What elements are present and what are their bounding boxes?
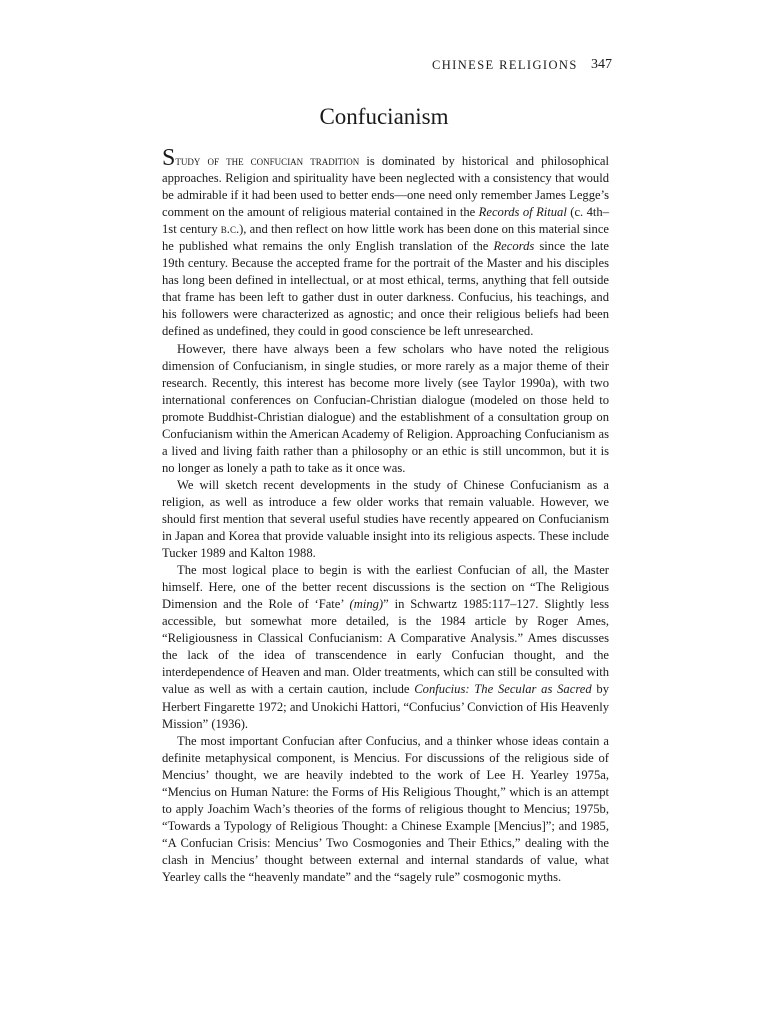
paragraph-4 [162,562,609,732]
article-body [162,145,610,886]
italic-term-ming: (ming) [349,597,384,612]
era-abbreviation: b.c. [220,222,240,237]
paragraph-4-text-1: The most logical place to begin is with the earliest Confucian of all, the Master himself. Here, one of the better recent discussions is the section on “The Religious Dimension and the Role of ‘Fate’ [162,563,609,612]
italic-title-records: Records [493,239,535,254]
italic-title-confucius-secular-sacred: Confucius: The Secular as Sacred [414,682,592,697]
paragraph-5: The most important Confucian after Confucius, and a thinker whose ideas contain a definite metaphysical component, is Mencius. For discussions of the religious side of Mencius’ thought, we are heavily indebted to the work of Lee H. Yearley 1975a, “Mencius on Human Nature: the Forms of His Religious Thought,” which is an attempt to apply Joachim Wach’s theories of the forms of religious thought to Mencius; 1975b, “Towards a Typology of Religious Thought: a Chinese Example [Mencius]”; and 1985, “A Confucian Crisis: Mencius’ Two Cosmogonies and Their Ethics,” dealing with the clash in Mencius’ thought between external and internal standards of value, what Yearley calls the “heavenly mandate” and the “sagely rule” cosmogonic myths. [162,733,609,884]
paragraph-3: We will sketch recent developments in the study of Chinese Confucianism as a religion, as well as introduce a few older works that remain valuable. However, we should first mention that several useful studies have recently appeared on Confucianism in Japan and Korea that provide valuable insight into its religious aspects. These include Tucker 1989 and Kalton 1988. [162,477,609,561]
paragraph-1 [162,145,610,341]
paragraph-2: However, there have always been a few scholars who have noted the religious dimension of Confucianism, in single studies, or more rarely as a major theme of their research. Recently, this interest has become more lively (see Taylor 1990a), with two international conferences on Confucian-Christian dialogue (modeled on those held to promote Buddhist-Christian dialogue) and the establishment of a consultation group on Confucianism within the American Academy of Religion. Approaching Confucianism as a lived and living faith rather than a philosophy or an ethic is still uncommon, but it is no longer as lonely a path to take as it once was. [162,341,609,475]
running-head [432,58,612,73]
running-title: CHINESE RELIGIONS [432,58,578,72]
paragraph-4-text-2: ” in Schwartz 1985:117–127. Slightly less accessible, but somewhat more detailed, is the 1984 article by Roger Ames, “Religiousness in Classical Confucianism: A Comparative Analysis.” Ames discusses the lack of the idea of transcendence in early Confucian thought, and the interdependence of Heaven and man. Older treatments, which can still be consulted with value as well as with a certain caution, include [162,597,610,697]
paragraph-1-text-2: (c. 4th–1st century [162,205,609,237]
lead-in-smallcaps: tudy of the confucian tradition [175,154,360,168]
paragraph-1-text-3: ), and then reflect on how little work has been done on this material since he published what remains the only English translation of the [162,222,609,254]
page-number: 347 [591,57,612,72]
italic-title-records-of-ritual: Records of Ritual [478,205,567,220]
paragraph-1-text-1: is dominated by historical and philosophical approaches. Religion and spirituality have been neglected with a consistency that would be admirable if it had been used to better ends—one need only remember James Legge’s comment on the amount of religious material contained in the [162,154,610,220]
drop-cap-initial: S [162,145,176,171]
article-title: Confucianism [319,104,449,129]
paragraph-4-text-3: by Herbert Fingarette 1972; and Unokichi Hattori, “Confucius’ Conviction of His Heavenly Mission” (1936). [162,682,609,731]
paragraph-1-text-4: since the late 19th century. Because the accepted frame for the portrait of the Master and his disciples has long been defined in intellectual, or at most ethical, terms, anything that fell outside that frame has been left to gather dust in outer darkness. Confucius, his teachings, and his followers were characterized as agnostic; and once their religious beliefs had been defined as undefined, they could in good conscience be left unresearched. [162,239,610,339]
